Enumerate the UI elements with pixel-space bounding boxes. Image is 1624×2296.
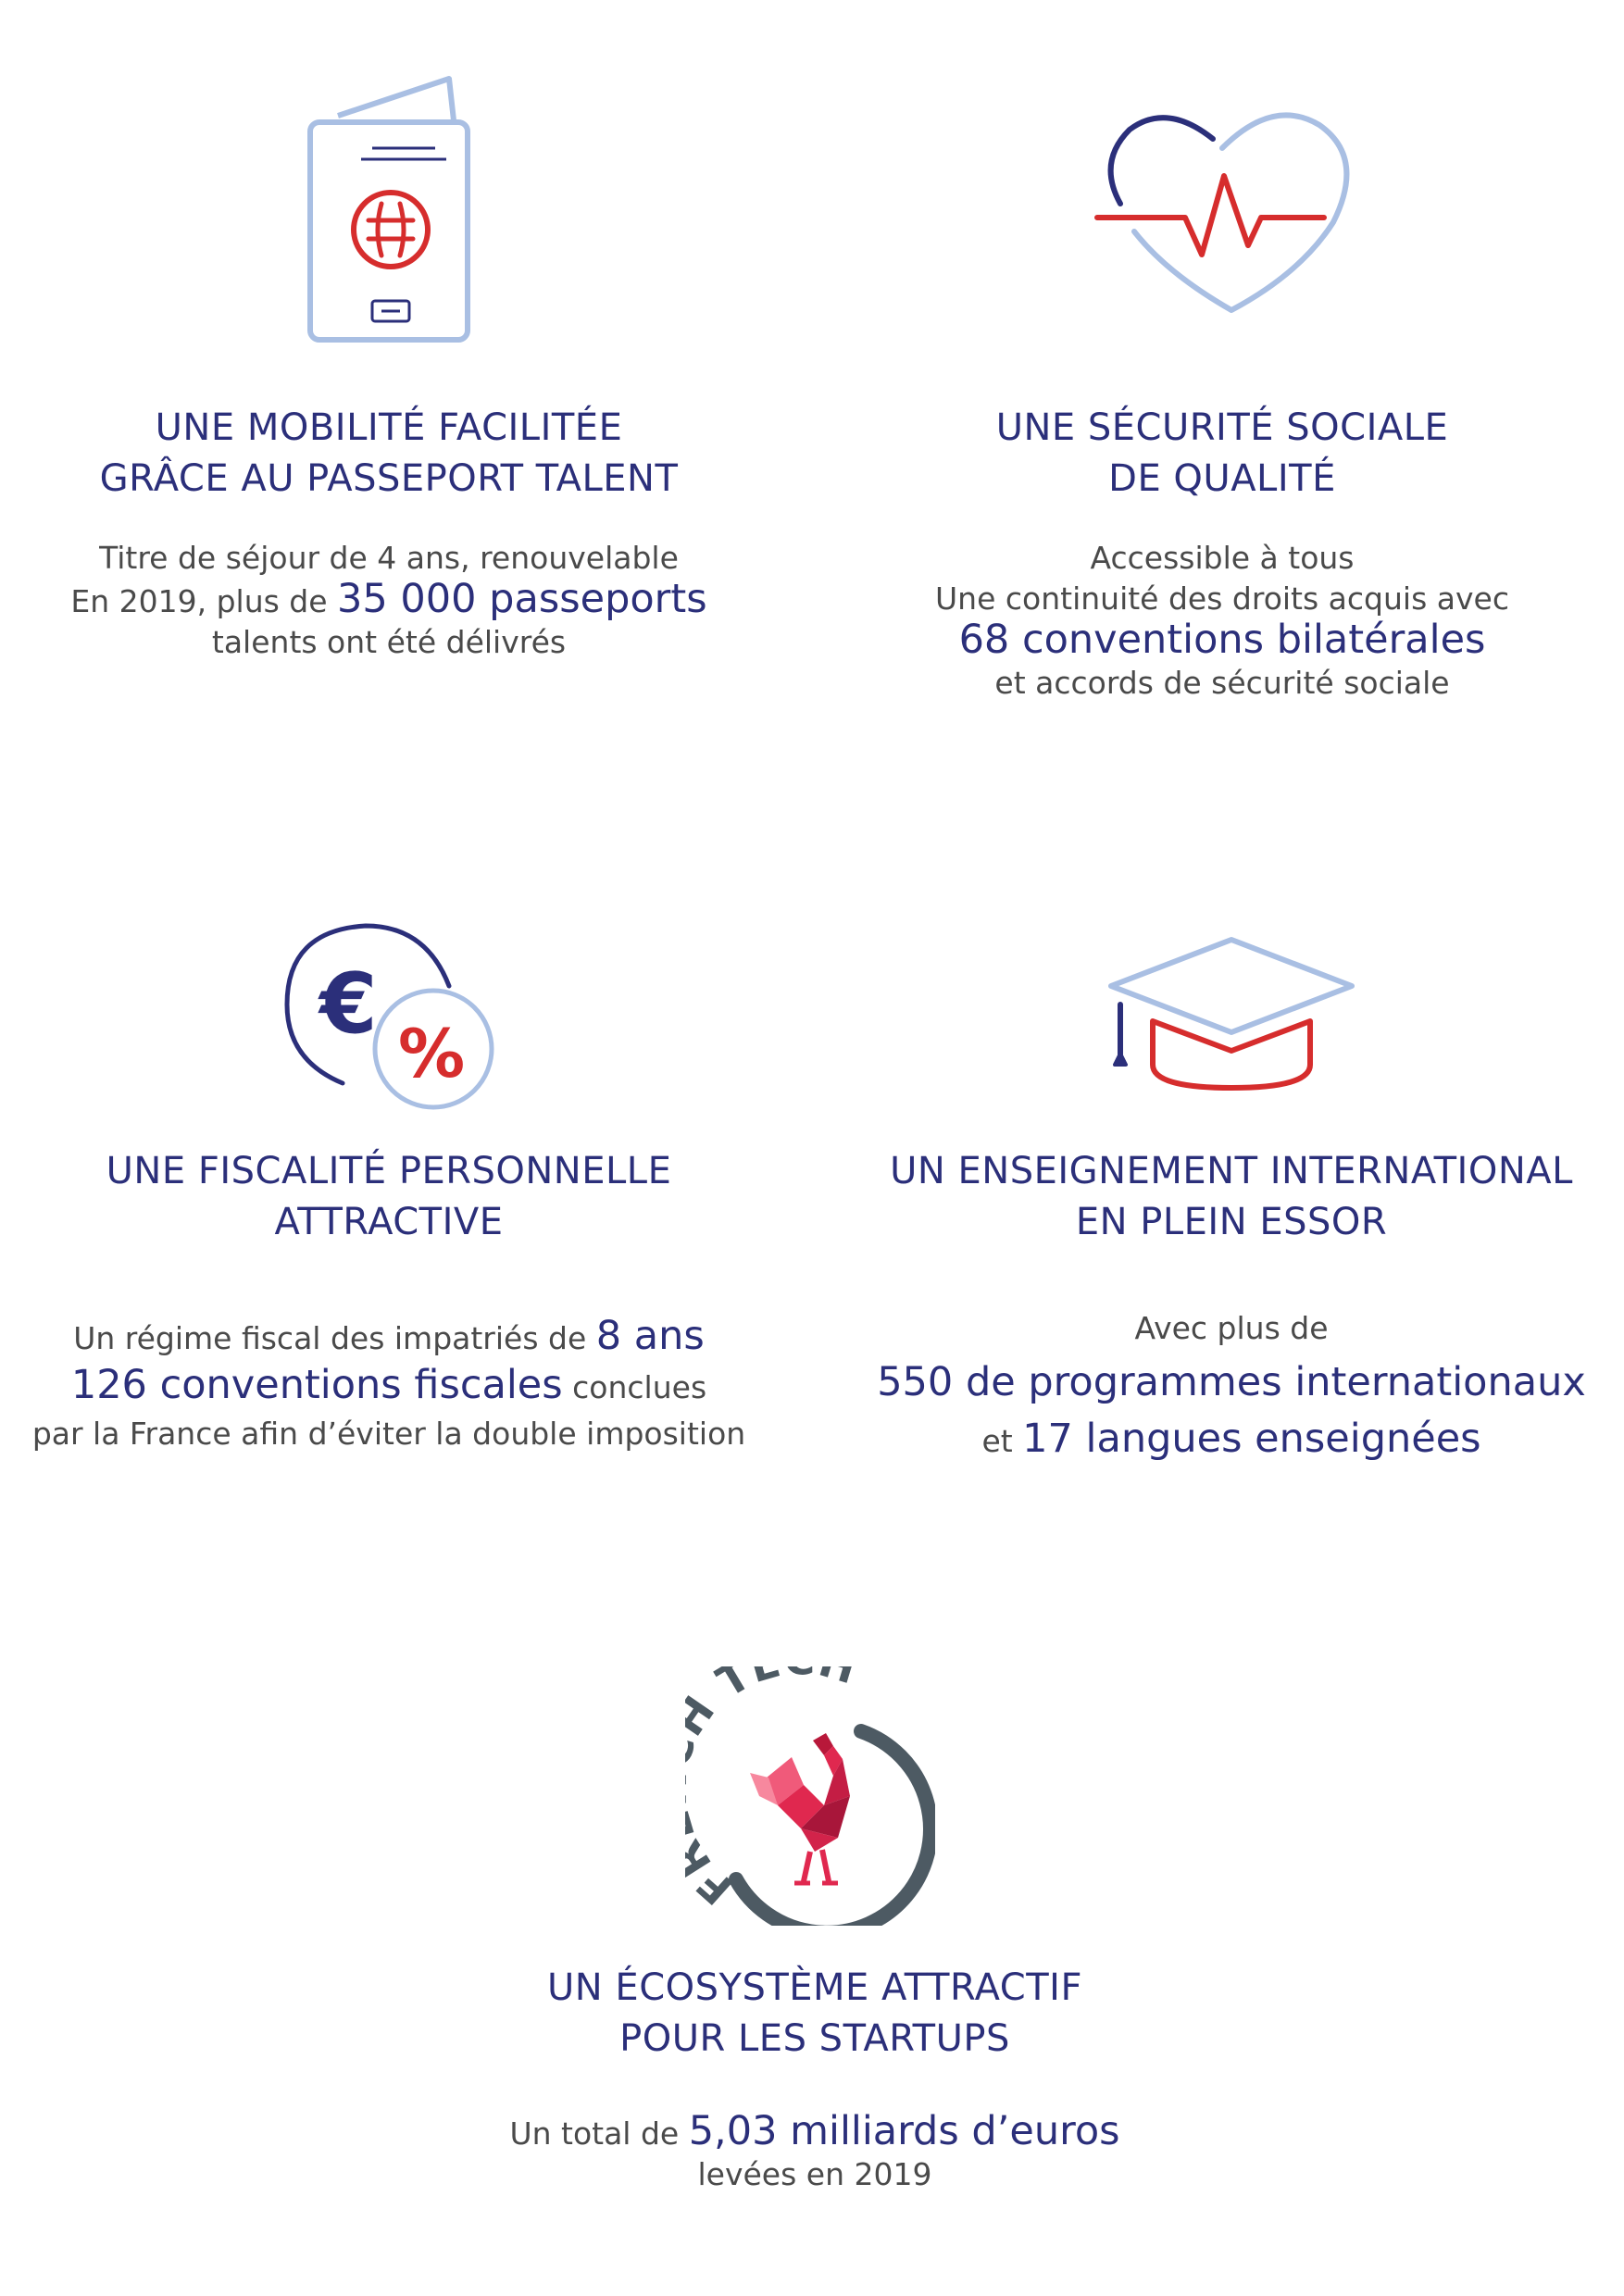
section-text: Un total de 5,03 milliards d’euros levées en 2019 bbox=[509, 2108, 1120, 2192]
euro-percent-icon bbox=[278, 912, 509, 1116]
section-text: Accessible à tous Une continuité des droits acquis avec 68 conventions bilatérales et accords de sécurité sociale bbox=[935, 540, 1509, 701]
svg-text:%: % bbox=[398, 1015, 466, 1092]
highlight-figure: 35 000 passeports bbox=[337, 576, 707, 622]
section-mobilite bbox=[28, 403, 750, 663]
svg-text:FRENCH TECH: F T bbox=[686, 1666, 760, 1915]
section-enseignement bbox=[843, 1146, 1620, 1468]
section-title: UNE FISCALITÉ PERSONNELLE ATTRACTIVE bbox=[106, 1150, 672, 1243]
section-fiscalite bbox=[9, 1146, 768, 1457]
passport-icon bbox=[296, 74, 481, 352]
graduation-cap-icon bbox=[1102, 935, 1361, 1102]
section-title: UN ENSEIGNEMENT INTERNATIONAL EN PLEIN ESSOR bbox=[890, 1150, 1573, 1243]
section-text: Titre de séjour de 4 ans, renouvelable En 2019, plus de 35 000 passeports talents ont été délivrés bbox=[70, 540, 707, 660]
section-securite-sociale bbox=[861, 403, 1583, 704]
section-text: Un régime fiscal des impatriés de 8 ans 126 conventions fiscales conclues par la France afin d’éviter la double imposition bbox=[31, 1313, 746, 1452]
highlight-figure: 550 de programmes internationaux bbox=[877, 1359, 1586, 1405]
highlight-figure: 68 conventions bilatérales bbox=[958, 617, 1486, 663]
section-title: UNE MOBILITÉ FACILITÉE GRÂCE AU PASSEPORT TALENT bbox=[99, 406, 679, 500]
section-title: UNE SÉCURITÉ SOCIALE DE QUALITÉ bbox=[995, 406, 1449, 500]
highlight-figure: 17 langues enseignées bbox=[1022, 1416, 1481, 1462]
highlight-figure: 126 conventions fiscales bbox=[70, 1362, 563, 1408]
section-title: UN ÉCOSYSTÈME ATTRACTIF POUR LES STARTUPS bbox=[547, 1966, 1082, 2060]
heart-pulse-icon bbox=[1093, 106, 1361, 319]
section-ecosysteme bbox=[444, 1963, 1185, 2195]
section-text: Avec plus de 550 de programmes internationaux et 17 langues enseignées bbox=[877, 1310, 1586, 1462]
highlight-figure: 5,03 milliards d’euros bbox=[688, 2108, 1120, 2154]
french-tech-rooster-icon bbox=[685, 1666, 935, 1926]
svg-text:€: € bbox=[319, 955, 378, 1053]
highlight-figure: 8 ans bbox=[595, 1313, 705, 1359]
